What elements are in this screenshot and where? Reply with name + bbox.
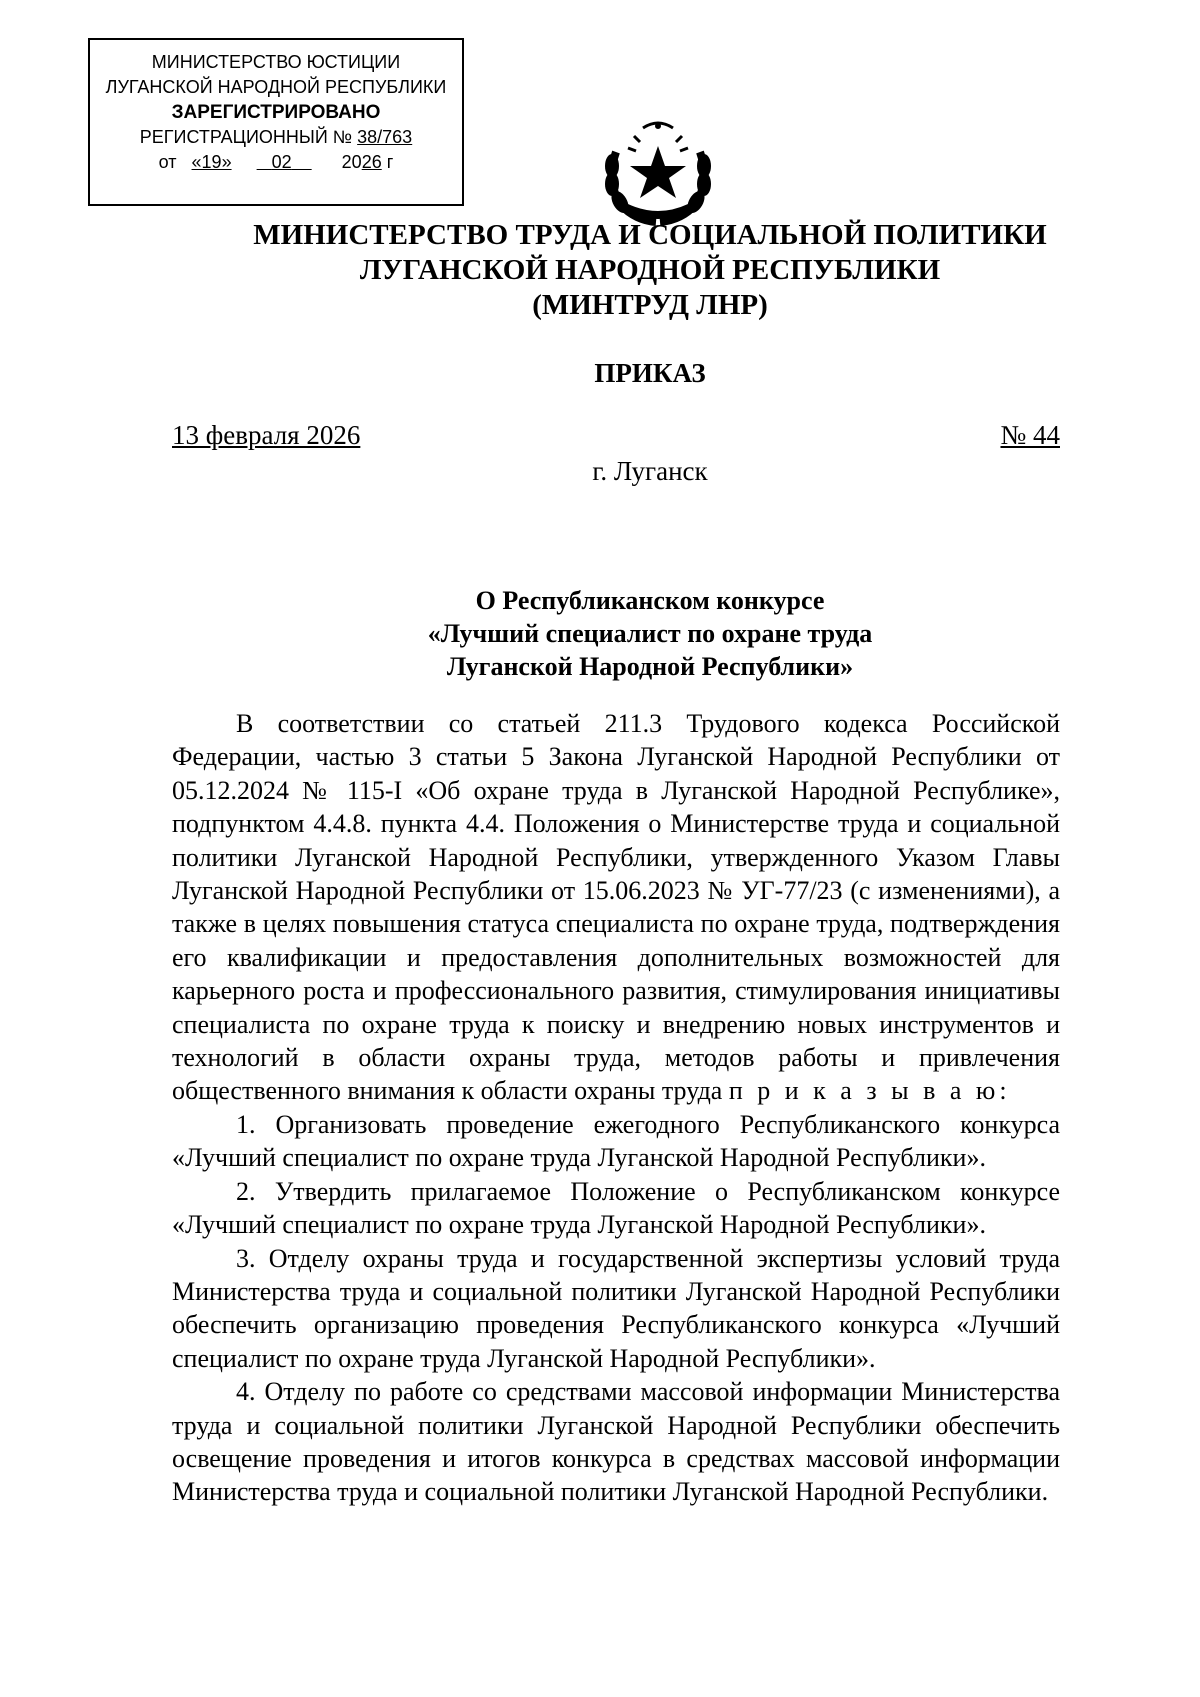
order-subject (160, 584, 1140, 683)
stamp-from-label: от (158, 152, 177, 172)
republic-emblem-icon (598, 118, 718, 226)
order-city: г. Луганск (592, 456, 708, 486)
subject-line-2: «Лучший специалист по охране труда (427, 619, 873, 648)
stamp-date-row (90, 150, 462, 175)
order-item-2: 2. Утвердить прилагаемое Положение о Республиканском конкурсе «Лучший специалист по охране труда Луганской Народной Республики». (172, 1176, 1060, 1240)
subject-line-1: О Республиканском конкурсе (475, 586, 825, 615)
registration-stamp (88, 38, 464, 206)
command-word: п р и к а з ы в а ю: (728, 1076, 1011, 1106)
stamp-reg-number: 38/763 (357, 127, 413, 147)
stamp-line-2: ЛУГАНСКОЙ НАРОДНОЙ РЕСПУБЛИКИ (105, 77, 447, 97)
order-date: 13 февраля 2026 (172, 420, 361, 450)
stamp-year: 2026 г (341, 152, 394, 172)
order-body (172, 707, 1060, 1509)
preamble-text: В соответствии со статьей 211.3 Трудового кодекса Российской Федерации, частью 3 статьи 5 Закона Луганской Народной Республики от 05.12.2024 № 115-I «Об охране труда в Луганской Народной Республике», подпунктом 4.4.8. пункта 4.4. Положения о Министерстве труда и социальной политики Луганской Народной Республики, утвержденного Указом Главы Луганской Народной Республики от 15.06.2023 № УГ-77/23 (с изменениями), а также в целях повышения статуса специалиста по охране труда, подтверждения его квалификации и предоставления дополнительных возможностей для карьерного роста и профессионального развития, стимулирования инициативы специалиста по охране труда к поиску и внедрению новых инструментов и технологий в области охраны труда, методов работы и привлечения общественного внимания к области охраны труда (172, 709, 1060, 1106)
stamp-line-1: МИНИСТЕРСТВО ЮСТИЦИИ (151, 52, 401, 72)
stamp-status: ЗАРЕГИСТРИРОВАНО (171, 102, 381, 123)
order-item-3: 3. Отделу охраны труда и государственной экспертизы условий труда Министерства труда и социальной политики Луганской Народной Республики обеспечить организацию проведения Республиканского конкурса «Лучший специалист по охране труда Луганской Народной Республики». (172, 1243, 1060, 1373)
stamp-month: 02 (271, 152, 292, 172)
ministry-name (160, 218, 1140, 323)
order-number: № 44 (1000, 420, 1060, 450)
order-item-1: 1. Организовать проведение ежегодного Республиканского конкурса «Лучший специалист по охране труда Луганской Народной Республики». (172, 1109, 1060, 1173)
stamp-reg-row (90, 125, 462, 150)
stamp-reg-label: РЕГИСТРАЦИОННЫЙ № (139, 127, 353, 147)
preamble-paragraph (172, 707, 1060, 1108)
stamp-day: «19» (191, 152, 232, 172)
ministry-line-2: ЛУГАНСКОЙ НАРОДНОЙ РЕСПУБЛИКИ (359, 254, 941, 286)
order-item-4: 4. Отделу по работе со средствами массовой информации Министерства труда и социальной политики Луганской Народной Республики обеспечить освещение проведения и итогов конкурса в средствах массовой информации Министерства труда и социальной политики Луганской Народной Республики. (172, 1377, 1060, 1507)
ministry-line-1: МИНИСТЕРСТВО ТРУДА И СОЦИАЛЬНОЙ ПОЛИТИКИ (253, 219, 1047, 251)
document-type: ПРИКАЗ (594, 358, 706, 388)
subject-line-3: Луганской Народной Республики» (446, 652, 854, 681)
ministry-line-3: (МИНТРУД ЛНР) (532, 289, 768, 321)
